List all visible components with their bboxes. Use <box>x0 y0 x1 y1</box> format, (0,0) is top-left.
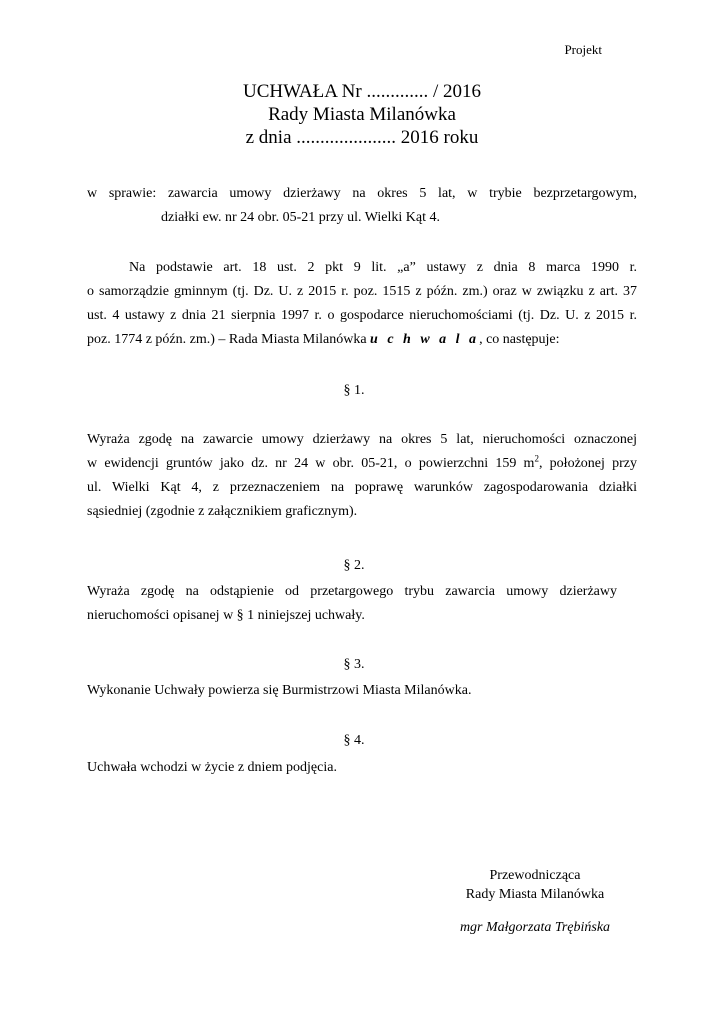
basis-line-1: Na podstawie art. 18 ust. 2 pkt 9 lit. „a” ustawy z dnia 8 marca 1990 r. <box>129 260 637 275</box>
section-1-line-4: sąsiedniej (zgodnie z załącznikiem graficznym). <box>87 504 358 519</box>
basis-line-3: ust. 4 ustawy z dnia 21 sierpnia 1997 r. o gospodarce nieruchomościami (tj. Dz. U. z 2015 r. <box>87 308 637 323</box>
basis-line-2: o samorządzie gminnym (tj. Dz. U. z 2015 r. poz. 1515 z późn. zm.) oraz w związku z art. 37 <box>87 284 637 299</box>
section-1-body <box>87 428 637 524</box>
section-1-line-1: Wyraża zgodę na zawarcie umowy dzierżawy na okres 5 lat, nieruchomości oznaczonej <box>87 432 637 447</box>
signatory-body: Rady Miasta Milanówka <box>465 887 605 902</box>
basis-line-4 <box>87 328 637 352</box>
superscript-2: 2 <box>534 453 539 464</box>
resolution-title <box>0 80 724 149</box>
section-1-line-2-end: , położonej przy <box>538 456 638 471</box>
resolution-subject <box>87 182 637 230</box>
section-3-body <box>87 679 637 703</box>
section-3-heading: § 3. <box>343 657 365 672</box>
basis-line-4-start: poz. 1774 z późn. zm.) – Rada Miasta Milanówka <box>87 332 371 347</box>
section-4-body <box>87 756 637 780</box>
section-4-heading: § 4. <box>343 733 365 748</box>
signature-block <box>440 866 630 937</box>
legal-basis <box>87 256 637 352</box>
resolution-date: z dnia ..................... 2016 roku <box>245 127 479 148</box>
draft-label: Projekt <box>564 42 602 57</box>
section-1-line-2 <box>87 452 637 476</box>
section-2-line-2: nieruchomości opisanej w § 1 niniejszej uchwały. <box>87 608 365 623</box>
basis-line-4-end: , co następuje: <box>479 332 560 347</box>
section-1-line-2-start: w ewidencji gruntów jako dz. nr 24 w obr. 05-21, o powierzchni 159 m <box>87 456 535 471</box>
section-1-line-3: ul. Wielki Kąt 4, z przeznaczeniem na poprawę warunków zagospodarowania działki <box>87 480 637 495</box>
section-3-line-1: Wykonanie Uchwały powierza się Burmistrzowi Miasta Milanówka. <box>87 683 472 698</box>
signatory-role: Przewodnicząca <box>489 868 581 883</box>
council-name: Rady Miasta Milanówka <box>268 104 456 125</box>
subject-line-2: działki ew. nr 24 obr. 05-21 przy ul. Wielki Kąt 4. <box>161 210 440 225</box>
section-2-line-1: Wyraża zgodę na odstąpienie od przetargowego trybu zawarcia umowy dzierżawy <box>87 584 617 599</box>
signatory-name: mgr Małgorzata Trębińska <box>459 920 611 935</box>
section-1-heading: § 1. <box>343 383 365 398</box>
section-4-line-1: Uchwała wchodzi w życie z dniem podjęcia. <box>87 760 337 775</box>
resolution-number: UCHWAŁA Nr ............. / 2016 <box>242 81 482 102</box>
uchwala-emphasis: u c h w a l a <box>370 332 480 347</box>
section-2-heading: § 2. <box>343 558 365 573</box>
section-2-body <box>87 580 637 628</box>
subject-line-1: w sprawie: zawarcia umowy dzierżawy na okres 5 lat, w trybie bezprzetargowym, <box>87 186 637 201</box>
